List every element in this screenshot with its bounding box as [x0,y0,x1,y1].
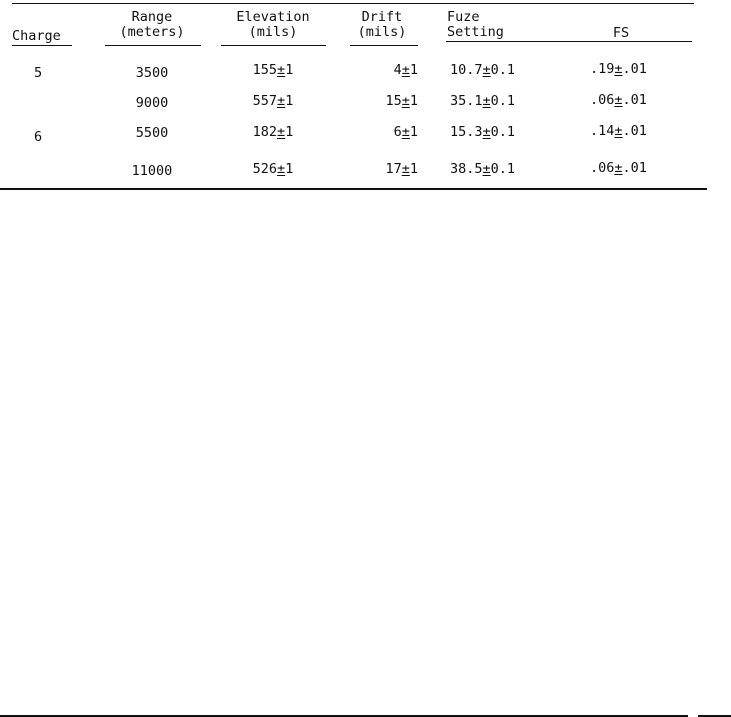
header-drift-line1: Drift [361,9,403,25]
table-row [34,130,42,145]
cell-fs: .06±.01 [590,160,647,176]
cell-elevation: 557±1 [252,93,294,109]
cell-fs: .14±.01 [590,123,647,139]
header-elevation-line2: (mils) [248,24,298,40]
header-elevation-line1: Elevation [236,9,310,25]
cell-fuze: 35.1±0.1 [450,93,516,109]
header-range [104,10,200,40]
cell-range: 9000 [135,95,169,111]
cell-charge: 5 [34,65,43,81]
header-fuze [447,10,504,40]
cell-drift: 15±1 [385,93,418,109]
cell-drift: 6±1 [393,124,418,140]
cell-range: 3500 [135,65,169,81]
header-underline-drift [350,45,418,46]
header-underline-range [105,45,201,46]
header-range-line2: (meters) [119,24,185,40]
header-underline-fuze [446,41,692,42]
table-row [34,66,42,81]
header-elevation [219,10,327,40]
header-drift-line2: (mils) [357,24,407,40]
cell-fuze: 15.3±0.1 [450,124,516,140]
cell-drift: 4±1 [393,62,418,78]
header-underline-charge [12,45,72,46]
header-drift [345,10,419,40]
cell-fs: .19±.01 [590,61,647,77]
header-range-line1: Range [131,9,173,25]
cell-range: 5500 [135,125,169,141]
table-bottom-rule [0,188,707,190]
cell-drift: 17±1 [385,161,418,177]
cell-fuze: 10.7±0.1 [450,62,516,78]
cell-elevation: 155±1 [252,62,294,78]
table-top-rule [12,3,694,4]
cell-fuze: 38.5±0.1 [450,161,516,177]
cell-range: 11000 [131,163,173,179]
cell-charge: 6 [34,129,43,145]
cell-fs: .06±.01 [590,92,647,108]
header-charge: Charge [12,28,61,44]
header-fuze-line1: Fuze [447,9,480,25]
header-underline-elevation [221,45,326,46]
header-fs: FS [612,25,630,41]
cell-elevation: 182±1 [252,124,294,140]
header-fuze-line2: Setting [447,24,504,40]
cell-elevation: 526±1 [252,161,294,177]
